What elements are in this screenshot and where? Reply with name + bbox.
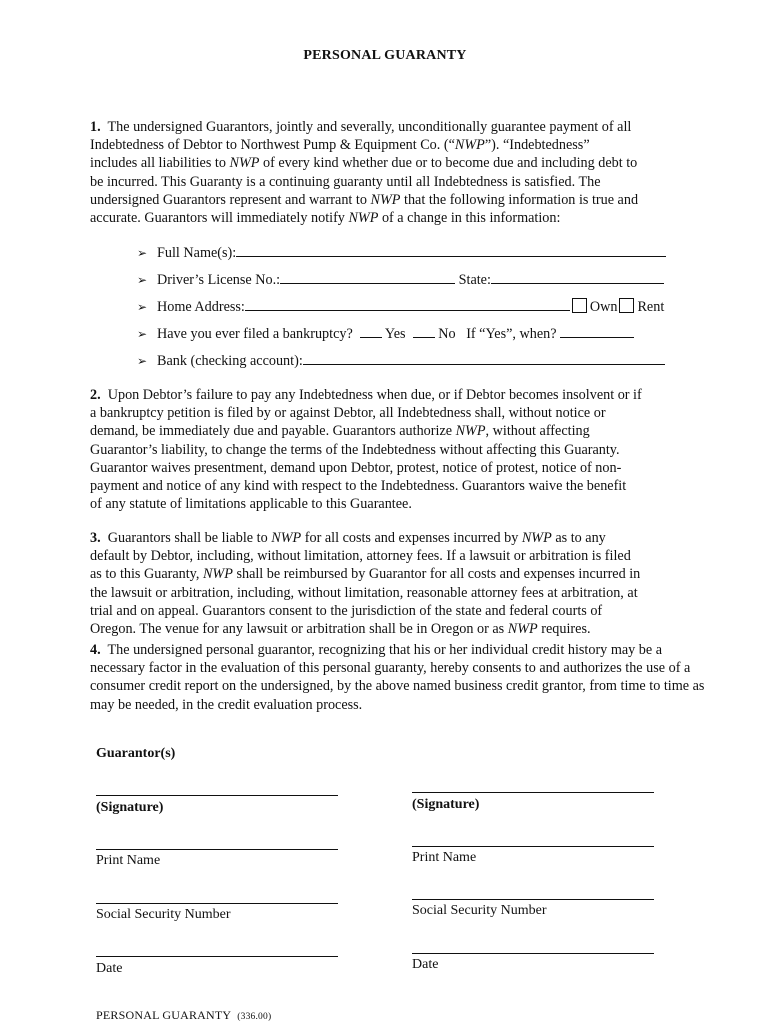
right-ssn-line[interactable] bbox=[412, 899, 654, 900]
no-label: No bbox=[438, 326, 456, 342]
right-date-label: Date bbox=[412, 957, 439, 972]
bankruptcy-no-blank[interactable] bbox=[413, 324, 435, 338]
section-3-line: 3. Guarantors shall be liable to NWP for all costs and expenses incurred by NWP as to any bbox=[90, 530, 606, 546]
section-number: 4. bbox=[90, 642, 101, 658]
arrow-bullet-icon: ➢ bbox=[137, 273, 148, 287]
section-3-line: Oregon. The venue for any lawsuit or arbitration shall be in Oregon or as NWP requires. bbox=[90, 621, 591, 638]
left-signature-label: (Signature) bbox=[96, 800, 164, 815]
right-print-name-line[interactable] bbox=[412, 846, 654, 847]
right-signature-label: (Signature) bbox=[412, 797, 480, 812]
bank-input[interactable] bbox=[303, 351, 665, 365]
home-address-input[interactable] bbox=[245, 297, 570, 311]
section-1-line: includes all liabilities to NWP of every kind whether due or to become due and including debt to bbox=[90, 155, 638, 172]
arrow-bullet-icon: ➢ bbox=[137, 327, 148, 341]
section-2-line: Guarantor’s liability, to change the terms of the Indebtedness without affecting this Guaranty. bbox=[90, 441, 620, 458]
section-4-line: may be needed, in the credit evaluation process. bbox=[90, 696, 363, 713]
section-2-line: Guarantor waives presentment, demand upon Debtor, protest, notice of protest, notice of non- bbox=[90, 459, 622, 476]
bankruptcy-yes-blank[interactable] bbox=[360, 324, 382, 338]
section-4-line: 4. The undersigned personal guarantor, recognizing that his or her individual credit history may be a bbox=[90, 642, 663, 658]
rent-checkbox[interactable] bbox=[619, 298, 634, 313]
right-print-name-label: Print Name bbox=[412, 850, 477, 865]
section-1-line: undersigned Guarantors represent and warrant to NWP that the following information is true and bbox=[90, 191, 639, 208]
section-1-line: be incurred. This Guaranty is a continuing guaranty until all Indebtedness is satisfied. The bbox=[90, 173, 601, 190]
section-1-line: 1. The undersigned Guarantors, jointly and severally, unconditionally guarantee payment of all bbox=[90, 119, 632, 135]
section-3-line: the lawsuit or arbitration, including, without limitation, reasonable attorney fees at arbitration, at bbox=[90, 584, 638, 601]
section-number: 2. bbox=[90, 387, 101, 403]
bankruptcy-when-input[interactable] bbox=[560, 324, 634, 338]
left-signature-line[interactable] bbox=[96, 795, 338, 796]
section-3-line: as to this Guaranty, NWP shall be reimbursed by Guarantor for all costs and expenses incurred in bbox=[90, 566, 641, 583]
page-title: PERSONAL GUARANTY bbox=[303, 48, 467, 63]
section-1 bbox=[90, 118, 690, 227]
section-2-line: demand, be immediately due and payable. Guarantors authorize NWP, without affecting bbox=[90, 423, 590, 440]
section-number: 3. bbox=[90, 530, 101, 546]
field-bank bbox=[137, 351, 665, 370]
full-name-label: Full Name(s): bbox=[157, 245, 237, 261]
section-3 bbox=[90, 529, 690, 638]
drivers-license-label: Driver’s License No.: bbox=[157, 272, 281, 288]
right-ssn-label: Social Security Number bbox=[412, 903, 547, 918]
yes-label: Yes bbox=[384, 326, 406, 342]
own-checkbox[interactable] bbox=[572, 298, 587, 313]
field-home-address bbox=[137, 297, 664, 316]
full-name-input[interactable] bbox=[236, 243, 666, 257]
section-4-line: necessary factor in the evaluation of this personal guaranty, hereby consents to and authorizes the use of a bbox=[90, 660, 691, 677]
section-3-line: default by Debtor, including, without limitation, attorney fees. If a lawsuit or arbitration is filed bbox=[90, 548, 631, 565]
section-3-line: trial and on appeal. Guarantors consent to the jurisdiction of the state and federal courts of bbox=[90, 602, 603, 619]
footer-form-code: (336.00) bbox=[237, 1012, 272, 1022]
section-number: 1. bbox=[90, 119, 101, 135]
section-4-line: consumer credit report on the undersigned, by the above named business credit grantor, from time to time as bbox=[90, 678, 705, 695]
right-signature-line[interactable] bbox=[412, 792, 654, 793]
bank-label: Bank (checking account): bbox=[157, 353, 303, 369]
state-input[interactable] bbox=[491, 270, 664, 284]
arrow-bullet-icon: ➢ bbox=[137, 354, 148, 368]
field-full-name bbox=[137, 243, 666, 262]
left-ssn-line[interactable] bbox=[96, 903, 338, 904]
drivers-license-input[interactable] bbox=[280, 270, 455, 284]
left-date-line[interactable] bbox=[96, 956, 338, 957]
rent-label: Rent bbox=[637, 299, 665, 315]
section-2-line: payment and notice of any kind with respect to the Indebtedness. Guarantors waive the benefit bbox=[90, 478, 627, 495]
field-drivers-license bbox=[137, 270, 664, 289]
section-2-line: 2. Upon Debtor’s failure to pay any Indebtedness when due, or if Debtor becomes insolvent or if bbox=[90, 387, 642, 403]
state-label: State: bbox=[458, 272, 491, 288]
left-date-label: Date bbox=[96, 961, 123, 976]
page-footer bbox=[96, 1008, 271, 1023]
section-1-line: Indebtedness of Debtor to Northwest Pump & Equipment Co. (“NWP”). “Indebtedness” bbox=[90, 137, 590, 154]
footer-label: PERSONAL GUARANTY bbox=[96, 1008, 231, 1022]
arrow-bullet-icon: ➢ bbox=[137, 300, 148, 314]
left-print-name-label: Print Name bbox=[96, 853, 161, 868]
own-label: Own bbox=[589, 299, 618, 315]
section-4 bbox=[90, 641, 750, 714]
if-yes-label: If “Yes”, when? bbox=[466, 326, 557, 342]
left-print-name-line[interactable] bbox=[96, 849, 338, 850]
home-address-label: Home Address: bbox=[157, 299, 245, 315]
left-ssn-label: Social Security Number bbox=[96, 907, 231, 922]
section-2-line: of any statute of limitations applicable to this Guarantee. bbox=[90, 496, 412, 513]
right-date-line[interactable] bbox=[412, 953, 654, 954]
section-2-line: a bankruptcy petition is filed by or against Debtor, all Indebtedness shall, without notice or bbox=[90, 405, 606, 422]
section-1-line: accurate. Guarantors will immediately notify NWP of a change in this information: bbox=[90, 210, 561, 227]
guarantors-heading: Guarantor(s) bbox=[96, 746, 176, 761]
section-2 bbox=[90, 386, 690, 513]
bankruptcy-question: Have you ever filed a bankruptcy? bbox=[157, 326, 353, 342]
field-bankruptcy bbox=[137, 324, 634, 343]
arrow-bullet-icon: ➢ bbox=[137, 246, 148, 260]
